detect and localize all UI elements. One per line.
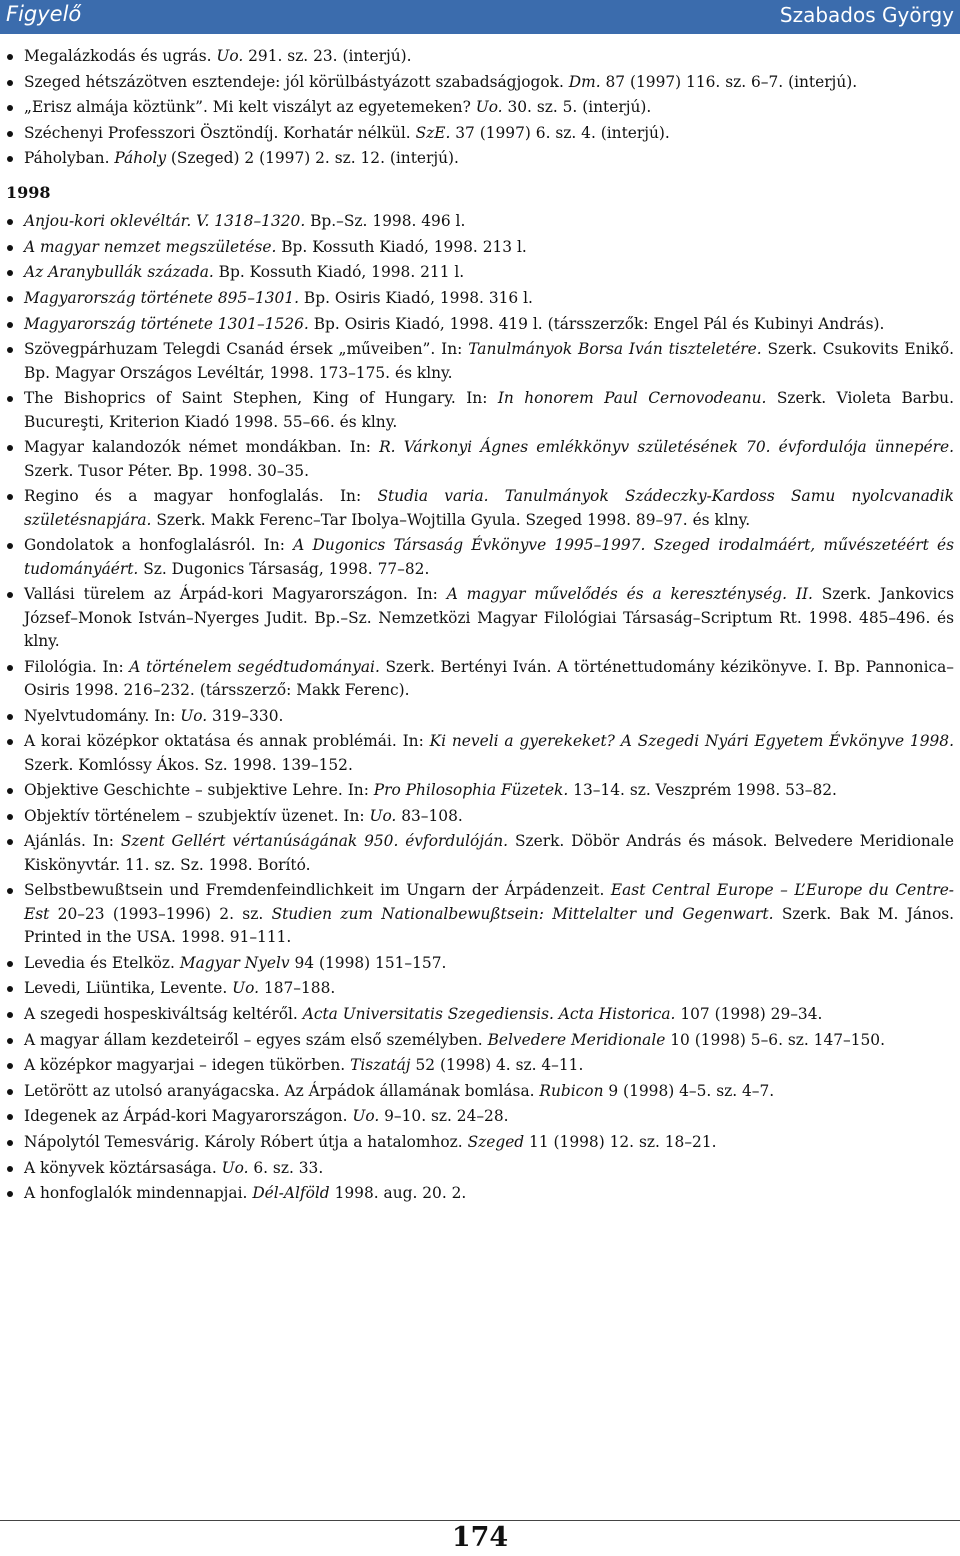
entry-title-italic: Ki neveli a gyerekeket? A Szegedi Nyári Egyetem Évkönyve 1998.: [429, 732, 954, 751]
entry-text: Szerk. Komlóssy Ákos. Sz. 1998. 139–152.: [24, 755, 353, 774]
bibliography-entry: [0, 830, 960, 877]
entry-title-italic: A magyar művelődés és a kereszténység. II.: [446, 585, 813, 604]
bibliography-entry: [0, 387, 960, 434]
entry-title-italic: Magyarország története 895–1301.: [24, 288, 300, 307]
entry-text: Nyelvtudomány. In:: [24, 706, 181, 725]
entry-text: 6. sz. 33.: [248, 1158, 324, 1177]
entry-text: 37 (1997) 6. sz. 4. (interjú).: [450, 123, 670, 142]
bibliography-list-1997: [0, 45, 960, 171]
bibliography-entry: [0, 1054, 960, 1077]
entry-text: Bp.–Sz. 1998. 496 l.: [305, 212, 466, 231]
bibliography-entry: [0, 779, 960, 802]
entry-title-italic: In honorem Paul Cernovodeanu.: [497, 389, 767, 408]
entry-title-italic: R. Várkonyi Ágnes emlékkönyv születésének 70. évfordulója ünnepére.: [379, 438, 954, 457]
entry-text: The Bishoprics of Saint Stephen, King of Hungary. In:: [24, 389, 498, 408]
entry-text: Letörött az utolsó aranyágacska. Az Árpádok államának bomlása.: [24, 1081, 540, 1100]
bibliography-entry: [0, 730, 960, 777]
author-name: Szabados György: [779, 3, 954, 27]
bibliography-entry: [0, 1157, 960, 1180]
entry-title-italic: Tanulmányok Borsa Iván tiszteletére.: [468, 340, 762, 359]
bibliography-entry: [0, 338, 960, 385]
entry-text: Nápolytól Temesvárig. Károly Róbert útja a hatalomhoz.: [24, 1132, 468, 1151]
entry-text: A magyar állam kezdeteiről – egyes szám első személyben.: [24, 1030, 488, 1049]
entry-text: Bp. Kossuth Kiadó, 1998. 213 l.: [276, 237, 527, 256]
entry-title-italic: Szent Gellért vértanúságának 950. évfordulóján.: [120, 832, 509, 851]
entry-title-italic: Uo.: [221, 1158, 249, 1177]
entry-text: A szegedi hospeskiváltság keltéről.: [24, 1004, 303, 1023]
entry-title-italic: Magyar Nyelv: [179, 953, 290, 972]
entry-text: 30. sz. 5. (interjú).: [502, 98, 652, 117]
entry-text: Páholyban.: [24, 149, 115, 168]
entry-text: A könyvek köztársasága.: [24, 1158, 222, 1177]
entry-text: 11 (1998) 12. sz. 18–21.: [524, 1132, 717, 1151]
entry-title-italic: Studien zum Nationalbewußtsein: Mittelalter und Gegenwart.: [271, 904, 774, 923]
bibliography-entry: [0, 879, 960, 949]
entry-text: Széchenyi Professzori Ösztöndíj. Korhatár nélkül.: [24, 123, 416, 142]
entry-text: 83–108.: [396, 806, 463, 825]
entry-text: Filológia. In:: [24, 657, 130, 676]
entry-title-italic: Uo.: [352, 1107, 380, 1126]
entry-text: Vallási türelem az Árpád-kori Magyarországon. In:: [24, 585, 447, 604]
entry-title-italic: Uo.: [216, 47, 244, 65]
entry-text: Sz. Dugonics Társaság, 1998. 77–82.: [138, 559, 430, 578]
entry-title-italic: Szeged: [467, 1132, 525, 1151]
entry-title-italic: Uo.: [232, 979, 260, 998]
entry-text: Bp. Osiris Kiadó, 1998. 419 l. (társszerzők: Engel Pál és Kubinyi András).: [308, 314, 885, 333]
entry-title-italic: A Dugonics Társaság Évkönyve 1995–1997. Szeged irodalmáért, művészetéért és tudományáért.: [24, 536, 954, 578]
entry-text: Idegenek az Árpád-kori Magyarországon.: [24, 1107, 353, 1126]
entry-text: 9 (1998) 4–5. sz. 4–7.: [603, 1081, 775, 1100]
entry-text: Objektív történelem – szubjektív üzenet. In:: [24, 806, 370, 825]
entry-text: 187–188.: [259, 979, 336, 998]
bibliography-entry: [0, 534, 960, 581]
entry-text: 87 (1997) 116. sz. 6–7. (interjú).: [600, 72, 858, 91]
bibliography-entry: [0, 1182, 960, 1205]
bibliography-entry: [0, 705, 960, 728]
entry-title-italic: Rubicon: [539, 1081, 604, 1100]
bibliography-entry: [0, 1003, 960, 1026]
entry-title-italic: A magyar nemzet megszületése.: [24, 237, 277, 256]
bibliography-entry: [0, 805, 960, 828]
entry-title-italic: Uo.: [369, 806, 397, 825]
entry-text: Bp. Kossuth Kiadó, 1998. 211 l.: [213, 263, 465, 282]
entry-title-italic: Acta Universitatis Szegediensis. Acta Historica.: [302, 1004, 676, 1023]
bibliography-entry: [0, 96, 960, 119]
entry-text: „Erisz almája köztünk”. Mi kelt viszályt az egyetemeken?: [24, 98, 476, 117]
bibliography-entry: [0, 952, 960, 975]
year-heading: 1998: [6, 182, 51, 202]
entry-text: Megalázkodás és ugrás.: [24, 47, 217, 65]
entry-text: A korai középkor oktatása és annak problémái. In:: [24, 732, 430, 751]
bibliography-entry: [0, 45, 960, 68]
bibliography-entry: [0, 1080, 960, 1103]
bibliography-entry: [0, 656, 960, 703]
entry-title-italic: Dél-Alföld: [252, 1184, 330, 1203]
entry-text: Gondolatok a honfoglalásról. In:: [24, 536, 294, 555]
entry-title-italic: East Central Europe – L’Europe du Centre-Est: [24, 881, 954, 923]
entry-text: Szerk. Csukovits Enikő. Bp. Magyar Országos Levéltár, 1998. 173–175. és klny.: [24, 340, 954, 382]
entry-text: Regino és a magyar honfoglalás. In:: [24, 487, 378, 506]
entry-text: 107 (1998) 29–34.: [675, 1004, 823, 1023]
entry-text: Selbstbewußtsein und Fremdenfeindlichkeit im Ungarn der Árpádenzeit.: [24, 881, 611, 900]
entry-title-italic: Anjou-kori oklevéltár. V. 1318–1320.: [24, 212, 306, 231]
entry-text: 319–330.: [207, 706, 284, 725]
footer-divider: [0, 1520, 960, 1521]
entry-text: Szerk. Bak M. János. Printed in the USA. 1998. 91–111.: [24, 904, 955, 947]
entry-title-italic: Belvedere Meridionale: [487, 1030, 666, 1049]
entry-title-italic: Az Aranybullák százada.: [24, 263, 214, 282]
bibliography-list-1998: [0, 210, 960, 1205]
entry-text: 94 (1998) 151–157.: [289, 953, 447, 972]
bibliography: [0, 45, 960, 1208]
entry-title-italic: Pro Philosophia Füzetek.: [373, 781, 569, 800]
entry-text: A honfoglalók mindennapjai.: [24, 1184, 253, 1203]
bibliography-entry: [0, 583, 960, 653]
entry-text: Objektive Geschichte – subjektive Lehre. In:: [24, 781, 374, 800]
entry-title-italic: Studia varia. Tanulmányok Szádeczky-Kardoss Samu nyolcvanadik születésnapjára.: [24, 487, 954, 529]
entry-text: 20–23 (1993–1996) 2. sz.: [49, 904, 272, 923]
bibliography-entry: [0, 261, 960, 284]
bibliography-entry: [0, 210, 960, 233]
entry-text: 52 (1998) 4. sz. 4–11.: [410, 1056, 584, 1075]
entry-text: 13–14. sz. Veszprém 1998. 53–82.: [568, 781, 837, 800]
entry-text: Szerk. Makk Ferenc–Tar Ibolya–Wojtilla Gyula. Szeged 1998. 89–97. és klny.: [151, 510, 751, 529]
page-number: 174: [451, 1522, 509, 1553]
entry-text: Szerk. Violeta Barbu. Bucureşti, Kriterion Kiadó 1998. 55–66. és klny.: [24, 389, 954, 431]
entry-text: (Szeged) 2 (1997) 2. sz. 12. (interjú).: [166, 149, 459, 168]
entry-text: Szeged hétszázötven esztendeje: jól körülbástyázott szabadságjogok.: [24, 72, 569, 91]
entry-text: Szövegpárhuzam Telegdi Csanád érsek „műveiben”. In:: [24, 340, 469, 359]
entry-text: Szerk. Tusor Péter. Bp. 1998. 30–35.: [24, 461, 309, 480]
entry-text: 1998. aug. 20. 2.: [329, 1184, 467, 1203]
bibliography-entry: [0, 236, 960, 259]
running-header: [0, 0, 960, 34]
entry-text: Bp. Osiris Kiadó, 1998. 316 l.: [299, 288, 533, 307]
bibliography-entry: [0, 1029, 960, 1052]
entry-text: A középkor magyarjai – idegen tükörben.: [24, 1056, 351, 1075]
entry-title-italic: Magyarország története 1301–1526.: [24, 314, 309, 333]
entry-title-italic: Tiszatáj: [350, 1056, 411, 1075]
entry-title-italic: A történelem segédtudományai.: [129, 657, 380, 676]
entry-title-italic: SzE.: [415, 123, 451, 142]
bibliography-entry: [0, 1105, 960, 1128]
entry-title-italic: Uo.: [475, 98, 503, 117]
bibliography-entry: [0, 122, 960, 145]
entry-title-italic: Uo.: [180, 706, 208, 725]
bibliography-entry: [0, 287, 960, 310]
entry-text: 291. sz. 23. (interjú).: [243, 47, 412, 65]
entry-text: Levedia és Etelköz.: [24, 953, 180, 972]
bibliography-entry: [0, 485, 960, 532]
bibliography-entry: [0, 436, 960, 483]
entry-text: Ajánlás. In:: [24, 832, 121, 851]
entry-text: Levedi, Liüntika, Levente.: [24, 979, 233, 998]
bibliography-entry: [0, 147, 960, 170]
section-title: Figyelő: [6, 2, 82, 26]
entry-text: 10 (1998) 5–6. sz. 147–150.: [665, 1030, 885, 1049]
entry-text: Szerk. Jankovics József–Monok István–Nyerges Judit. Bp.–Sz. Nemzetközi Magyar Filológiai Társaság–Scriptum Rt. 1998. 485–496. és klny.: [24, 585, 954, 650]
bibliography-entry: [0, 977, 960, 1000]
entry-text: 9–10. sz. 24–28.: [379, 1107, 509, 1126]
entry-text: Szerk. Bertényi Iván. A történettudomány kézikönyve. I. Bp. Pannonica–Osiris 1998. 216–232. (társszerző: Makk Ferenc).: [24, 657, 955, 699]
entry-title-italic: Páholy: [114, 149, 167, 168]
entry-text: Magyar kalandozók német mondákban. In:: [24, 438, 380, 457]
bibliography-entry: [0, 313, 960, 336]
entry-text: Szerk. Döbör András és mások. Belvedere Meridionale Kiskönyvtár. 11. sz. Sz. 1998. Borító.: [24, 832, 955, 874]
entry-title-italic: Dm.: [568, 72, 601, 91]
bibliography-entry: [0, 71, 960, 94]
bibliography-entry: [0, 1131, 960, 1154]
